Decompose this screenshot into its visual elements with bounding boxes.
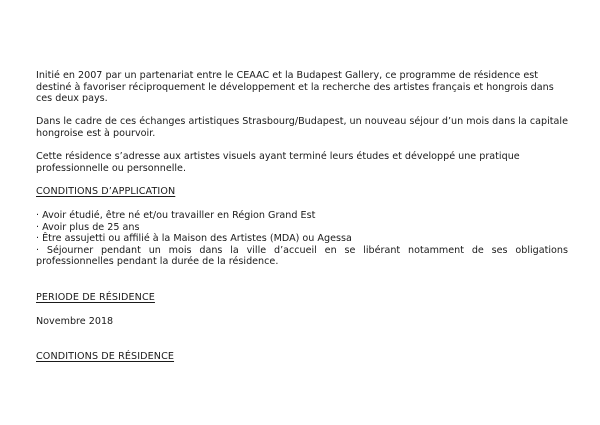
intro-paragraph-2: Dans le cadre de ces échanges artistiques Strasbourg/Budapest, un nouveau séjour d’un mois dans la capitale hongroise est à pourvoir.	[36, 116, 568, 139]
list-item: · Être assujetti ou affilié à la Maison des Artistes (MDA) ou Agessa	[36, 233, 352, 245]
periode-section	[36, 292, 568, 327]
list-item: · Séjourner pendant un mois dans la ville d’accueil en se libérant notamment de ses obligations professionnelles pendant la durée de la résidence.	[36, 244, 568, 268]
intro-paragraph-1: Initié en 2007 par un partenariat entre le CEAAC et la Budapest Gallery, ce programme de résidence est destiné à favoriser réciproquement le développement et la recherche des artistes français et hongrois dans ces deux pays.	[36, 70, 554, 105]
intro-section	[36, 70, 568, 174]
list-item: · Avoir étudié, être né et/ou travailler en Région Grand Est	[36, 209, 316, 221]
periode-heading: PERIODE DE RÉSIDENCE	[36, 291, 155, 303]
conditions-residence-heading: CONDITIONS DE RÉSIDENCE	[36, 351, 175, 363]
conditions-application-heading: CONDITIONS D’APPLICATION	[36, 186, 176, 198]
list-item: · Avoir plus de 25 ans	[36, 221, 140, 233]
conditions-application-list	[36, 210, 568, 268]
document-page	[36, 70, 568, 363]
conditions-residence-section	[36, 351, 568, 363]
conditions-application-section	[36, 186, 568, 268]
intro-paragraph-3: Cette résidence s’adresse aux artistes visuels ayant terminé leurs études et développé une pratique professionnelle ou personnelle.	[36, 151, 520, 174]
periode-value: Novembre 2018	[36, 315, 114, 327]
